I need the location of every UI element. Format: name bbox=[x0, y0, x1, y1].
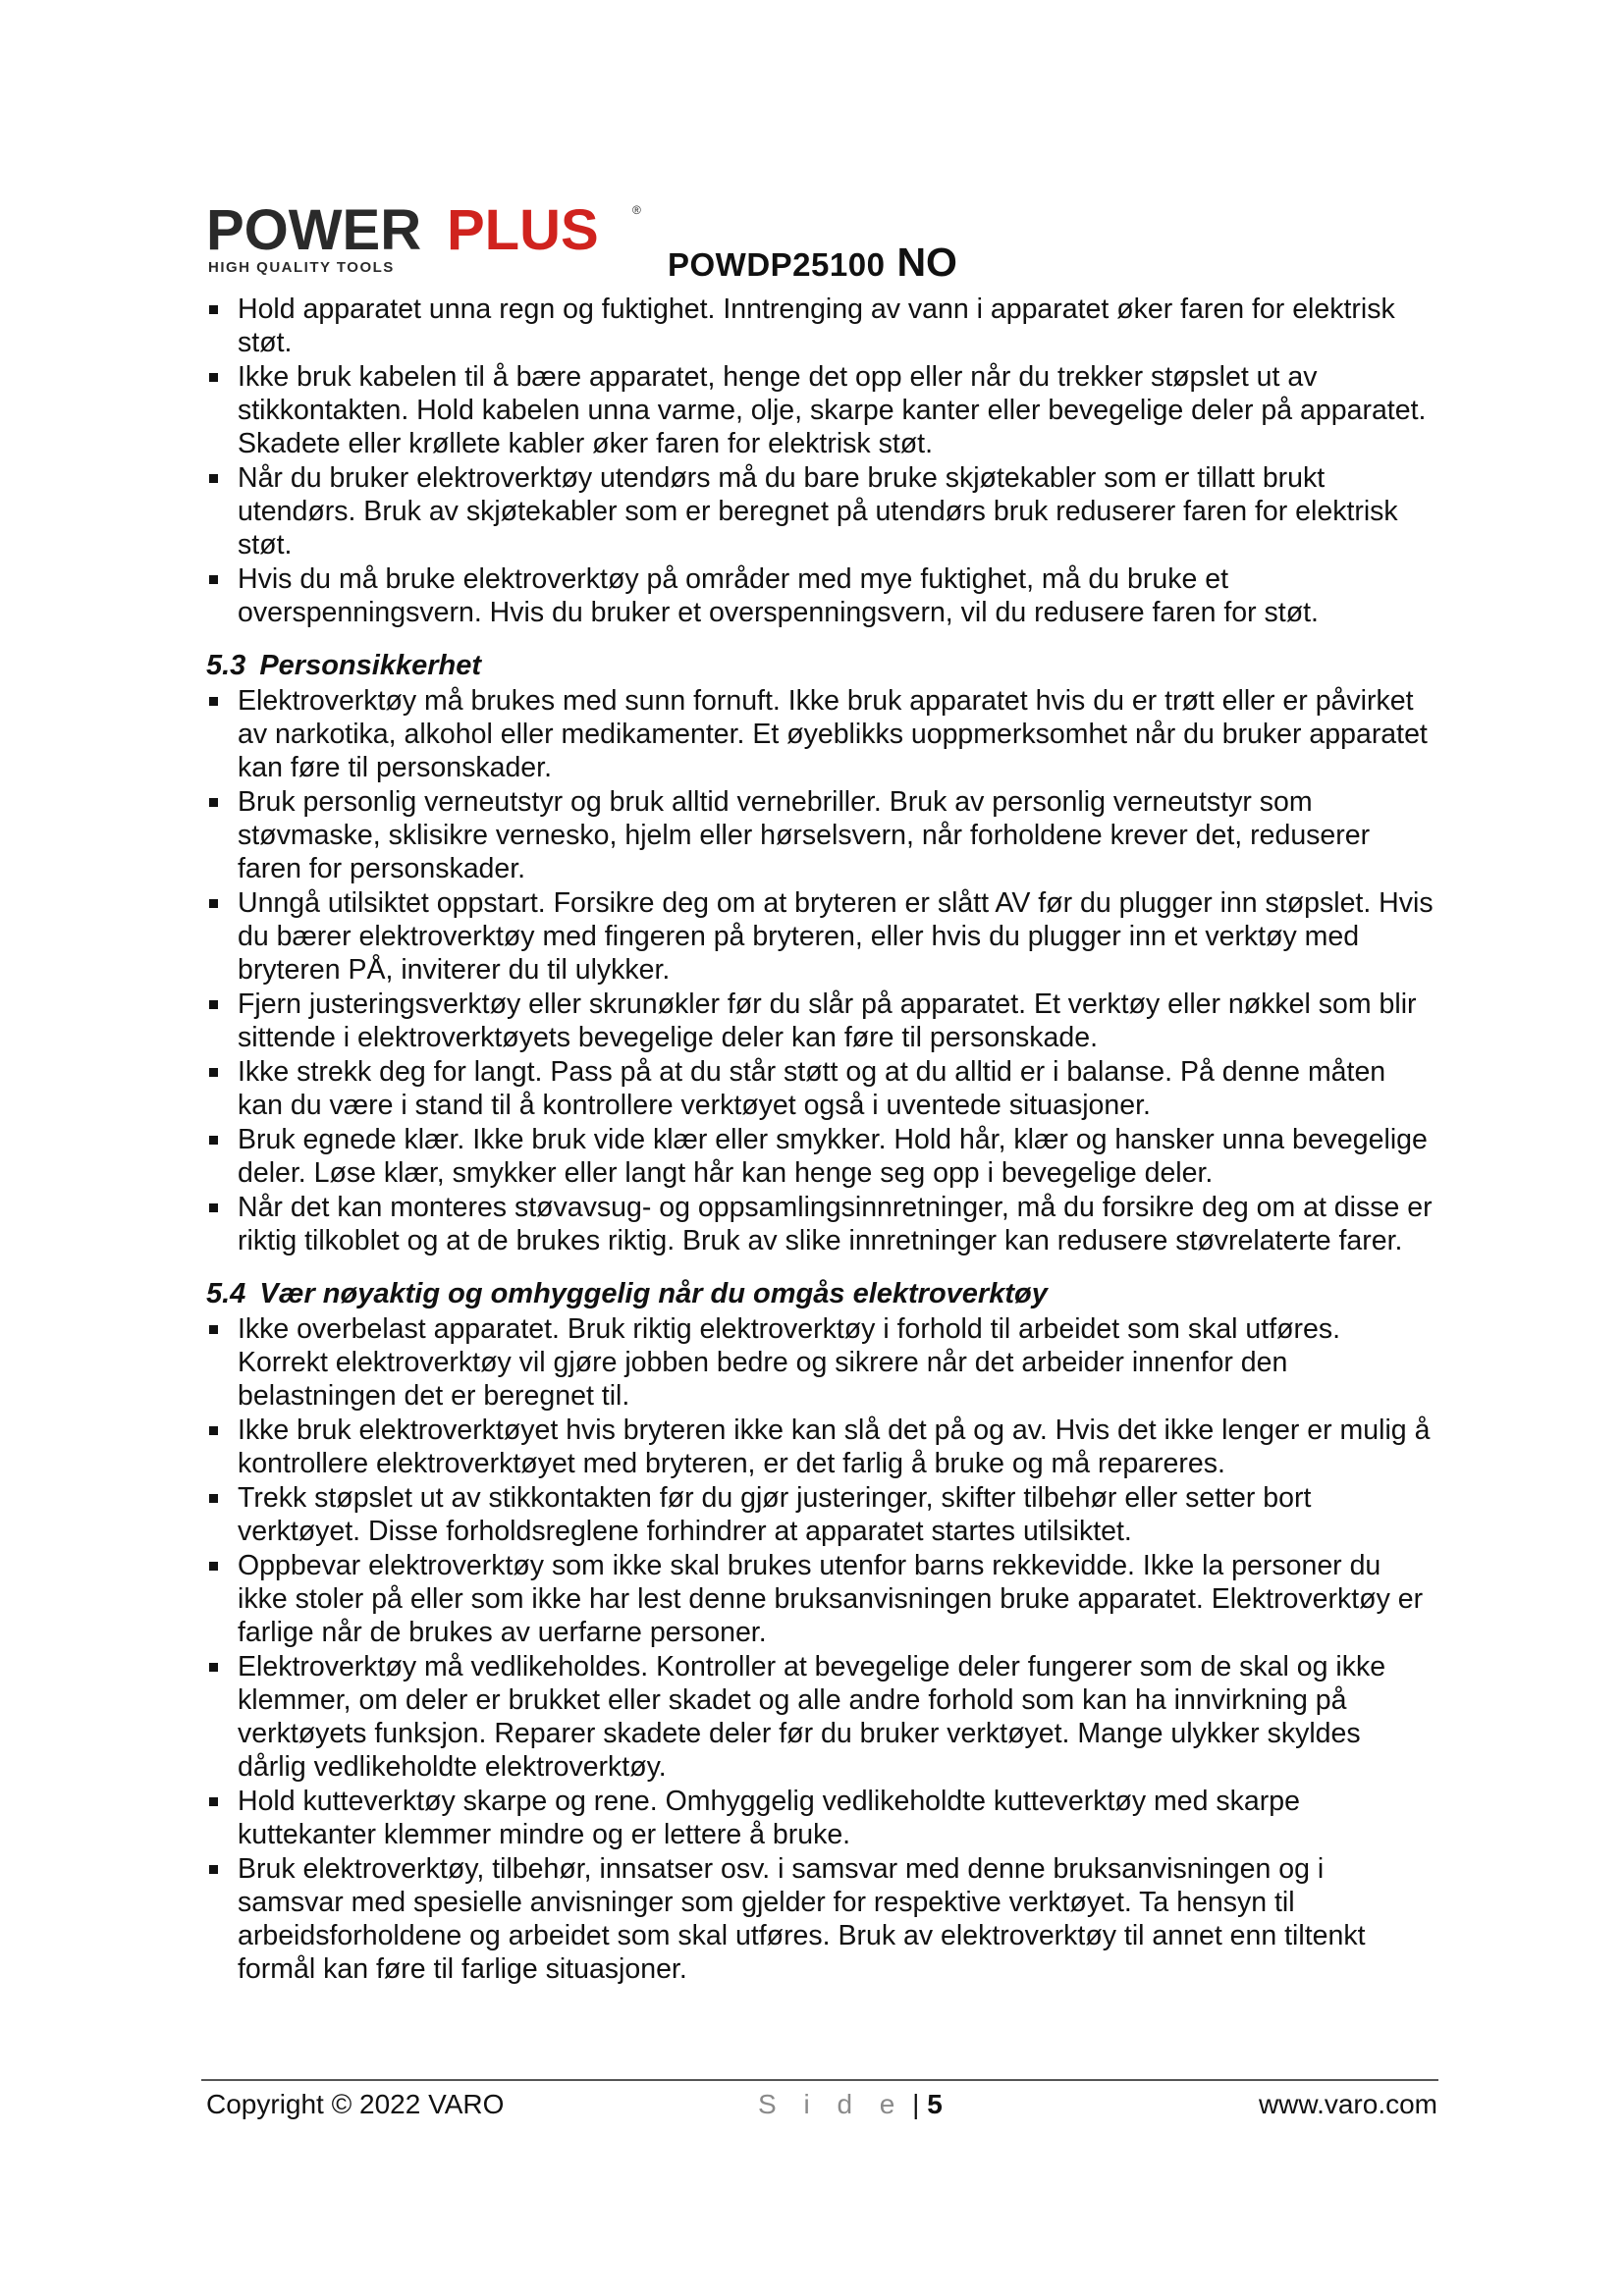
bullet-square-icon bbox=[209, 1325, 218, 1334]
list-item bbox=[206, 1852, 1434, 1986]
bullet-square-icon bbox=[209, 798, 218, 807]
bullet-square-icon bbox=[209, 1865, 218, 1874]
section-title: Vær nøyaktig og omhyggelig når du omgås elektroverktøy bbox=[259, 1278, 1048, 1309]
section-5-4-list bbox=[206, 1312, 1434, 1986]
list-item bbox=[206, 1549, 1434, 1649]
footer-separator: | bbox=[912, 2089, 920, 2119]
section-number: 5.3 bbox=[206, 650, 246, 681]
list-item bbox=[206, 988, 1434, 1054]
list-item-text: Når det kan monteres støvavsug- og oppsamlingsinnretninger, må du forsikre deg om at disse er riktig tilkoblet og at de brukes riktig. Bruk av slike innretninger kan redusere støvrelaterte farer. bbox=[238, 1192, 1433, 1256]
bullet-square-icon bbox=[209, 697, 218, 706]
list-item bbox=[206, 1414, 1434, 1480]
page-content bbox=[206, 293, 1434, 1987]
bullet-square-icon bbox=[209, 1203, 218, 1212]
section-number: 5.4 bbox=[206, 1278, 246, 1309]
list-item bbox=[206, 1055, 1434, 1122]
model-header bbox=[668, 240, 957, 286]
footer-website: www.varo.com bbox=[1258, 2089, 1437, 2119]
footer-page-indicator bbox=[758, 2089, 943, 2120]
model-number: POWDP25100 bbox=[668, 246, 886, 283]
list-item bbox=[206, 461, 1434, 561]
list-item-text: Ikke overbelast apparatet. Bruk riktig elektroverktøy i forhold til arbeidet som skal utføres. Korrekt elektroverktøy vil gjøre jobben bedre og sikrere når det arbeider innenfor den belastningen det er beregnet til. bbox=[238, 1313, 1341, 1412]
bullet-square-icon bbox=[209, 1068, 218, 1077]
list-item-text: Oppbevar elektroverktøy som ikke skal brukes utenfor barns rekkevidde. Ikke la personer du ikke stoler på eller som ikke har lest denne bruksanvisningen bruke apparatet. Elektroverktøy er farlige når de brukes av uerfarne personer. bbox=[238, 1550, 1424, 1648]
list-item-text: Fjern justeringsverktøy eller skrunøkler før du slår på apparatet. Et verktøy eller nøkkel som blir sittende i elektroverktøyets bevegelige deler kan føre til personskade. bbox=[238, 988, 1417, 1053]
list-item-text: Ikke bruk kabelen til å bære apparatet, henge det opp eller når du trekker støpslet ut av stikkontakten. Hold kabelen unna varme, olje, skarpe kanter eller bevegelige deler på apparatet. Skadete eller krøllete kabler øker faren for elektrisk støt. bbox=[238, 361, 1427, 459]
list-item bbox=[206, 360, 1434, 460]
bullet-square-icon bbox=[209, 1136, 218, 1145]
list-item-text: Ikke strekk deg for langt. Pass på at du står støtt og at du alltid er i balanse. På denne måten kan du være i stand til å kontrollere verktøyet også i uventede situasjoner. bbox=[238, 1056, 1386, 1121]
language-code: NO bbox=[896, 240, 957, 285]
bullet-square-icon bbox=[209, 575, 218, 584]
bullet-square-icon bbox=[209, 1494, 218, 1503]
list-item bbox=[206, 293, 1434, 359]
list-item-text: Hold apparatet unna regn og fuktighet. Inntrenging av vann i apparatet øker faren for elektrisk støt. bbox=[238, 294, 1395, 358]
logo-brand-left: POWER bbox=[206, 200, 422, 262]
logo-tagline: HIGH QUALITY TOOLS bbox=[208, 259, 395, 275]
list-item bbox=[206, 562, 1434, 629]
bullet-square-icon bbox=[209, 1562, 218, 1571]
list-item bbox=[206, 1785, 1434, 1851]
footer-side-label: S i d e bbox=[758, 2089, 905, 2119]
list-item-text: Hvis du må bruke elektroverktøy på områder med mye fuktighet, må du bruke et overspenningsvern. Hvis du bruker et overspenningsvern, vil du redusere faren for støt. bbox=[238, 563, 1319, 628]
bullet-square-icon bbox=[209, 305, 218, 314]
list-item-text: Bruk elektroverktøy, tilbehør, innsatser osv. i samsvar med denne bruksanvisningen og i samsvar med spesielle anvisninger som gjelder for respektive verktøyet. Ta hensyn til arbeidsforholdene og arbeidet som skal utføres. Bruk av elektroverktøy til annet enn tiltenkt formål kan føre til farlige situasjoner. bbox=[238, 1853, 1366, 1985]
section-5-3-list bbox=[206, 684, 1434, 1257]
list-item-text: Hold kutteverktøy skarpe og rene. Omhyggelig vedlikeholdte kutteverktøy med skarpe kuttekanter klemmer mindre og er lettere å bruke. bbox=[238, 1786, 1300, 1850]
footer-page-number: 5 bbox=[927, 2089, 943, 2119]
list-item bbox=[206, 886, 1434, 987]
bullet-square-icon bbox=[209, 373, 218, 382]
bullet-square-icon bbox=[209, 1663, 218, 1672]
list-item bbox=[206, 1481, 1434, 1548]
bullet-square-icon bbox=[209, 1000, 218, 1009]
section-title: Personsikkerhet bbox=[259, 650, 481, 681]
bullet-square-icon bbox=[209, 474, 218, 483]
list-item bbox=[206, 1312, 1434, 1413]
list-item bbox=[206, 1191, 1434, 1257]
bullet-square-icon bbox=[209, 899, 218, 908]
section-heading-5-4 bbox=[206, 1277, 1434, 1310]
list-item-text: Trekk støpslet ut av stikkontakten før du gjør justeringer, skifter tilbehør eller setter bort verktøyet. Disse forholdsreglene forhindrer at apparatet startes utilsiktet. bbox=[238, 1482, 1312, 1547]
list-item-text: Elektroverktøy må brukes med sunn fornuft. Ikke bruk apparatet hvis du er trøtt eller er påvirket av narkotika, alkohol eller medikamenter. Et øyeblikks uoppmerksomhet når du bruker apparatet kan føre til personskader. bbox=[238, 685, 1428, 783]
bullet-square-icon bbox=[209, 1426, 218, 1435]
list-item-text: Unngå utilsiktet oppstart. Forsikre deg om at bryteren er slått AV før du plugger inn støpslet. Hvis du bærer elektroverktøy med fingeren på bryteren, eller hvis du plugger inn et verktøy med bryteren PÅ, inviterer du til ulykker. bbox=[238, 887, 1434, 986]
intro-list bbox=[206, 293, 1434, 629]
logo-registered-mark: ® bbox=[632, 203, 641, 217]
list-item bbox=[206, 1650, 1434, 1784]
logo-brand-right: PLUS bbox=[447, 200, 599, 262]
list-item bbox=[206, 1123, 1434, 1190]
bullet-square-icon bbox=[209, 1797, 218, 1806]
powerplus-logo bbox=[206, 200, 648, 275]
list-item bbox=[206, 785, 1434, 885]
list-item-text: Ikke bruk elektroverktøyet hvis bryteren ikke kan slå det på og av. Hvis det ikke lenger er mulig å kontrollere elektroverktøyet med bryteren, er det farlig å bruke og må repareres. bbox=[238, 1415, 1431, 1479]
list-item-text: Bruk personlig verneutstyr og bruk alltid vernebriller. Bruk av personlig verneutstyr som støvmaske, sklisikre vernesko, hjelm eller hørselsvern, når forholdene krever det, reduserer faren for personskader. bbox=[238, 786, 1371, 884]
list-item-text: Elektroverktøy må vedlikeholdes. Kontroller at bevegelige deler fungerer som de skal og ikke klemmer, om deler er brukket eller skadet og alle andre forhold som kan ha innvirkning på verktøyets funksjon. Reparer skadete deler før du bruker verktøyet. Mange ulykker skyldes dårlig vedlikeholdte elektroverktøy. bbox=[238, 1651, 1386, 1783]
list-item bbox=[206, 684, 1434, 784]
section-heading-5-3 bbox=[206, 649, 1434, 682]
footer-copyright: Copyright © 2022 VARO bbox=[206, 2089, 505, 2119]
footer-divider bbox=[201, 2079, 1438, 2081]
list-item-text: Bruk egnede klær. Ikke bruk vide klær eller smykker. Hold hår, klær og hansker unna bevegelige deler. Løse klær, smykker eller langt hår kan henge seg opp i bevegelige deler. bbox=[238, 1124, 1428, 1189]
list-item-text: Når du bruker elektroverktøy utendørs må du bare bruke skjøtekabler som er tillatt brukt utendørs. Bruk av skjøtekabler som er beregnet på utendørs bruk reduserer faren for elektrisk støt. bbox=[238, 462, 1398, 561]
